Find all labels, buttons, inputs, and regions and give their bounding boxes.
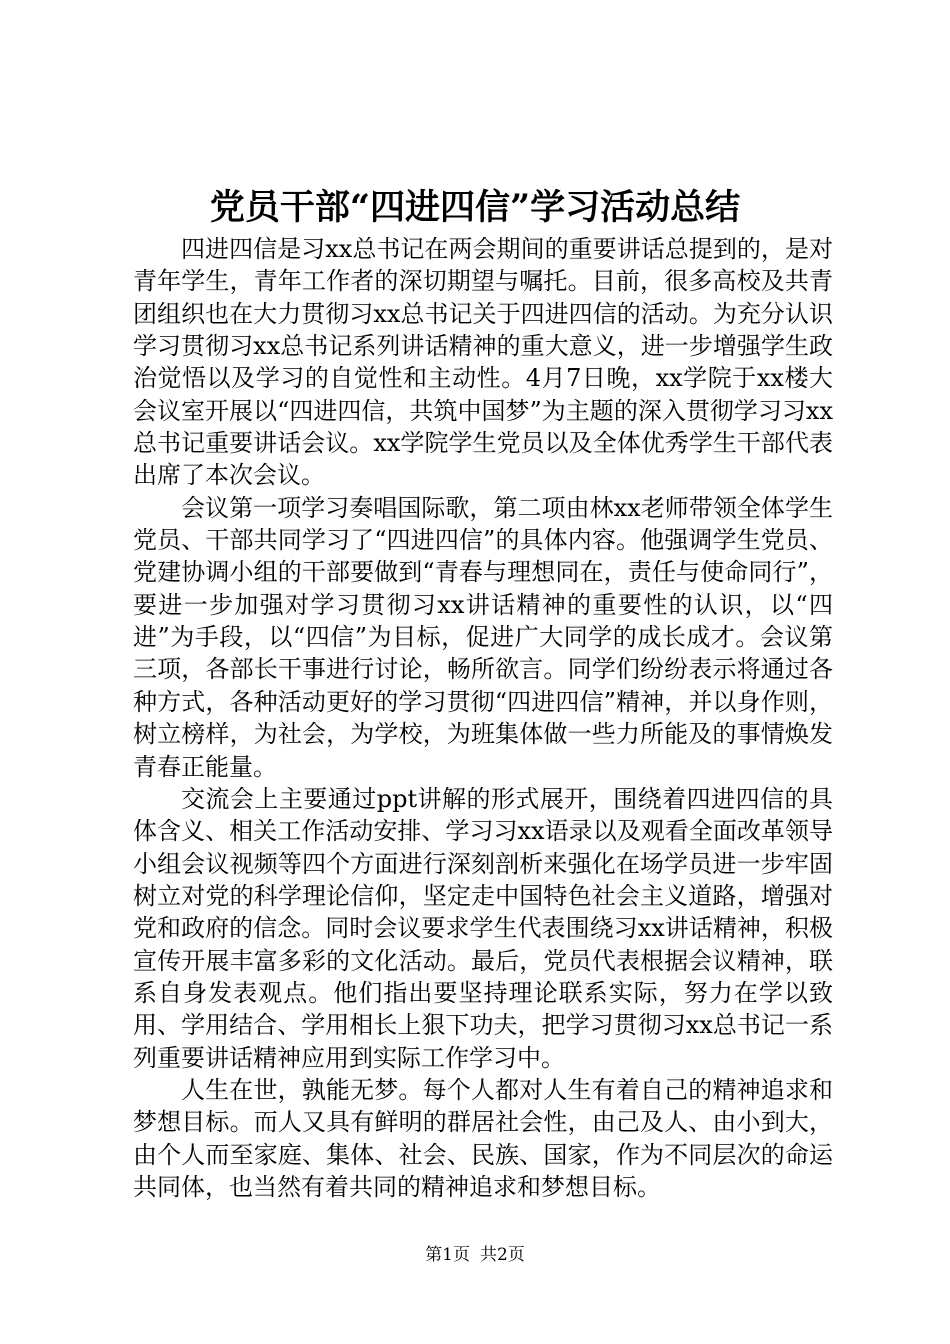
paragraph-1: 四进四信是习xx总书记在两会期间的重要讲话总提到的，是对青年学生，青年工作者的深切期望与嘱托。目前，很多高校及共青团组织也在大力贯彻习xx总书记关于四进四信的活动。为充分认识学习贯彻习xx总书记系列讲话精神的重大意义，进一步增强学生政治觉悟以及学习的自觉性和主动性。4月7日晚，xx学院于xx楼大会议室开展以“四进四信，共筑中国梦”为主题的深入贯彻学习习xx总书记重要讲话会议。xx学院学生党员以及全体优秀学生干部代表出席了本次会议。 <box>133 235 833 490</box>
page-number-total: 共2页 <box>480 1245 525 1265</box>
paragraph-3: 交流会上主要通过ppt讲解的形式展开，围绕着四进四信的具体含义、相关工作活动安排、学习习xx语录以及观看全面改革领导小组会议视频等四个方面进行深刻剖析来强化在场学员进一步牢固树立对党的科学理论信仰，坚定走中国特色社会主义道路，增强对党和政府的信念。同时会议要求学生代表围绕习xx讲话精神，积极宣传开展丰富多彩的文化活动。最后，党员代表根据会议精神，联系自身发表观点。他们指出要坚持理论联系实际，努力在学以致用、学用结合、学用相长上狠下功夫，把学习贯彻习xx总书记一系列重要讲话精神应用到实际工作学习中。 <box>133 784 833 1072</box>
document-body <box>133 233 833 1203</box>
page-number-current: 第1页 <box>425 1245 470 1265</box>
document-title: 党员干部“四进四信”学习活动总结 <box>209 187 741 228</box>
paragraph-4: 人生在世，孰能无梦。每个人都对人生有着自己的精神追求和梦想目标。而人又具有鲜明的群居社会性，由己及人、由小到大，由个人而至家庭、集体、社会、民族、国家，作为不同层次的命运共同体，也当然有着共同的精神追求和梦想目标。 <box>133 1075 833 1201</box>
paragraph-2: 会议第一项学习奏唱国际歌，第二项由林xx老师带领全体学生党员、干部共同学习了“四进四信”的具体内容。他强调学生党员、党建协调小组的干部要做到“青春与理想同在，责任与使命同行”，要进一步加强对学习贯彻习xx讲话精神的重要性的认识，以“四进”为手段，以“四信”为目标，促进广大同学的成长成才。会议第三项，各部长干事进行讨论，畅所欲言。同学们纷纷表示将通过各种方式，各种活动更好的学习贯彻“四进四信”精神，并以身作则，树立榜样，为社会，为学校，为班集体做一些力所能及的事情焕发青春正能量。 <box>133 493 833 781</box>
page-footer <box>0 1243 950 1267</box>
